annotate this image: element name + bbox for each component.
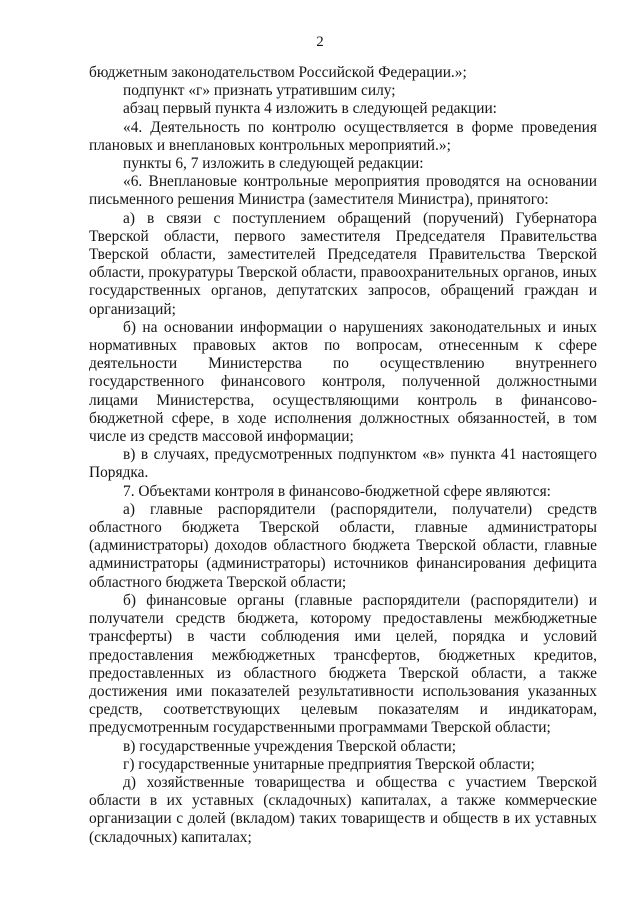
paragraph: 7. Объектами контроля в финансово-бюджетной сфере являются:	[123, 482, 551, 500]
paragraph: а) в связи с поступлением обращений (поручений) Губернатора Тверской области, первого заместителя Председателя Правительства Тверской области, заместителей Председателя Правительства Тверской области, прокуратуры Тверской области, правоохранительных органов, иных государственных органов, депутатских запросов, обращений граждан и организаций;	[89, 209, 597, 318]
paragraph: д) хозяйственные товарищества и общества с участием Тверской области в их уставных (складочных) капиталах, а также коммерческие организации с долей (вкладом) таких товариществ и обществ в их уставных (складочных) капиталах;	[89, 773, 597, 846]
paragraph: б) на основании информации о нарушениях законодательных и иных нормативных правовых актов по вопросам, отнесенным к сфере деятельности Министерства по осуществлению внутреннего государственного финансового контроля, полученной должностными лицами Министерства, осуществляющими контроль в финансово-бюджетной сфере, в ходе исполнения должностных обязанностей, в том числе из средств массовой информации;	[89, 318, 597, 446]
paragraph: подпункт «г» признать утратившим силу;	[123, 82, 396, 100]
paragraph: абзац первый пункта 4 изложить в следующей редакции:	[123, 100, 497, 118]
paragraph: б) финансовые органы (главные распорядители (распорядители) и получатели средств бюджета, которому предоставлены межбюджетные трансферты) в части соблюдения ими целей, порядка и условий предоставления межбюджетных трансфертов, бюджетных кредитов, предоставленных из областного бюджета Тверской области, а также достижения ими показателей результативности использования указанных средств, соответствующих целевым показателям и индикаторам, предусмотренным государственными программами Тверской области;	[89, 591, 597, 737]
paragraph: бюджетным законодательством Российской Федерации.»;	[89, 64, 467, 81]
paragraph: в) государственные учреждения Тверской области;	[123, 737, 457, 755]
paragraph: «6. Внеплановые контрольные мероприятия проводятся на основании письменного решения Министра (заместителя Министра), принятого:	[89, 173, 597, 209]
page-number: 2	[316, 34, 324, 50]
paragraph: а) главные распорядители (распорядители, получатели) средств областного бюджета Тверской области, главные администраторы (администраторы) доходов областного бюджета Тверской области, главные администраторы (администраторы) источников финансирования дефицита областного бюджета Тверской области;	[89, 500, 597, 591]
document-body	[89, 64, 597, 847]
paragraph: пункты 6, 7 изложить в следующей редакции:	[123, 155, 424, 173]
paragraph: «4. Деятельность по контролю осуществляется в форме проведения плановых и внеплановых контрольных мероприятий.»;	[89, 118, 597, 154]
paragraph: г) государственные унитарные предприятия Тверской области;	[123, 755, 535, 773]
paragraph: в) в случаях, предусмотренных подпунктом «в» пункта 41 настоящего Порядка.	[89, 446, 597, 482]
